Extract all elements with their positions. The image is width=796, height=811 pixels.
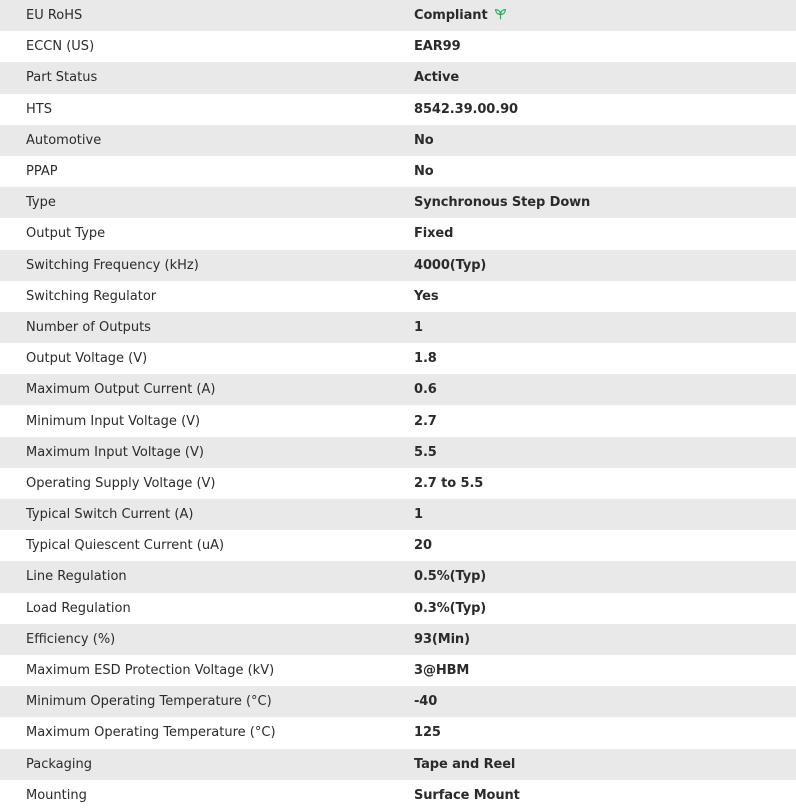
spec-label: Minimum Input Voltage (V): [26, 413, 201, 429]
spec-value: 2.7: [414, 413, 437, 429]
spec-label: Typical Quiescent Current (uA): [26, 538, 225, 554]
spec-value: 93(Min): [414, 631, 470, 647]
spec-label: Maximum ESD Protection Voltage (kV): [26, 663, 275, 679]
spec-row-operating-supply-voltage: [0, 468, 796, 499]
spec-row-type: [0, 187, 796, 218]
spec-label: Switching Frequency (kHz): [26, 257, 199, 273]
spec-row-hts: [0, 94, 796, 125]
spec-value: Synchronous Step Down: [414, 195, 591, 211]
spec-row-switching-frequency: [0, 250, 796, 281]
spec-value: 0.6: [414, 382, 437, 398]
spec-label: Type: [26, 195, 56, 211]
spec-label: Part Status: [26, 70, 98, 86]
spec-row-line-regulation: [0, 561, 796, 592]
spec-value: 1: [414, 507, 423, 523]
spec-row-max-input-voltage: [0, 437, 796, 468]
spec-row-output-type: [0, 218, 796, 249]
spec-row-efficiency: [0, 624, 796, 655]
spec-value: Active: [414, 70, 460, 86]
spec-label: Efficiency (%): [26, 631, 116, 647]
spec-value: 5.5: [414, 444, 437, 460]
spec-value: 2.7 to 5.5: [414, 475, 484, 491]
spec-label: Maximum Output Current (A): [26, 382, 216, 398]
spec-value: 0.3%(Typ): [414, 600, 487, 616]
spec-value-cell: [414, 0, 796, 31]
spec-value: Tape and Reel: [414, 756, 516, 772]
spec-value: No: [414, 164, 434, 180]
spec-row-output-voltage: [0, 343, 796, 374]
spec-value: 1: [414, 319, 423, 335]
spec-value: 3@HBM: [414, 663, 470, 679]
spec-value: -40: [414, 694, 438, 710]
spec-label: Operating Supply Voltage (V): [26, 475, 216, 491]
spec-label: PPAP: [26, 164, 58, 180]
spec-label: Output Type: [26, 226, 106, 242]
spec-row-load-regulation: [0, 593, 796, 624]
spec-value: Fixed: [414, 226, 454, 242]
spec-label: Output Voltage (V): [26, 351, 148, 367]
spec-value: EAR99: [414, 39, 461, 55]
spec-label: Line Regulation: [26, 569, 127, 585]
spec-row-min-operating-temp: [0, 686, 796, 717]
spec-row-min-input-voltage: [0, 405, 796, 436]
spec-row-number-of-outputs: [0, 312, 796, 343]
spec-label: EU RoHS: [26, 8, 83, 24]
spec-label: Maximum Input Voltage (V): [26, 444, 204, 460]
spec-label: ECCN (US): [26, 39, 95, 55]
spec-label: Automotive: [26, 132, 102, 148]
spec-value: Yes: [414, 288, 439, 304]
spec-value: 8542.39.00.90: [414, 101, 518, 117]
spec-label: HTS: [26, 101, 52, 117]
spec-label: Maximum Operating Temperature (°C): [26, 725, 276, 741]
spec-value: Compliant: [414, 8, 488, 24]
spec-label: Load Regulation: [26, 600, 131, 616]
spec-value: 4000(Typ): [414, 257, 487, 273]
spec-row-eccn: [0, 31, 796, 62]
spec-value: 20: [414, 538, 432, 554]
spec-value: Surface Mount: [414, 787, 520, 803]
spec-label: Switching Regulator: [26, 288, 157, 304]
spec-row-automotive: [0, 125, 796, 156]
spec-label: Number of Outputs: [26, 319, 151, 335]
spec-row-eu-rohs: [0, 0, 796, 31]
spec-label: Minimum Operating Temperature (°C): [26, 694, 272, 710]
spec-label: Mounting: [26, 787, 87, 803]
spec-row-switching-regulator: [0, 281, 796, 312]
spec-row-mounting: [0, 780, 796, 811]
leaf-icon: [494, 8, 507, 21]
spec-row-max-output-current: [0, 374, 796, 405]
spec-row-max-operating-temp: [0, 717, 796, 748]
spec-row-part-status: [0, 62, 796, 93]
spec-value: No: [414, 132, 434, 148]
spec-label: Packaging: [26, 756, 92, 772]
spec-value: 1.8: [414, 351, 437, 367]
spec-value: 0.5%(Typ): [414, 569, 487, 585]
spec-row-ppap: [0, 156, 796, 187]
spec-row-max-esd-voltage: [0, 655, 796, 686]
spec-value: 125: [414, 725, 441, 741]
spec-row-typical-switch-current: [0, 499, 796, 530]
spec-label: Typical Switch Current (A): [26, 507, 194, 523]
spec-row-packaging: [0, 749, 796, 780]
spec-row-typical-quiescent-current: [0, 530, 796, 561]
